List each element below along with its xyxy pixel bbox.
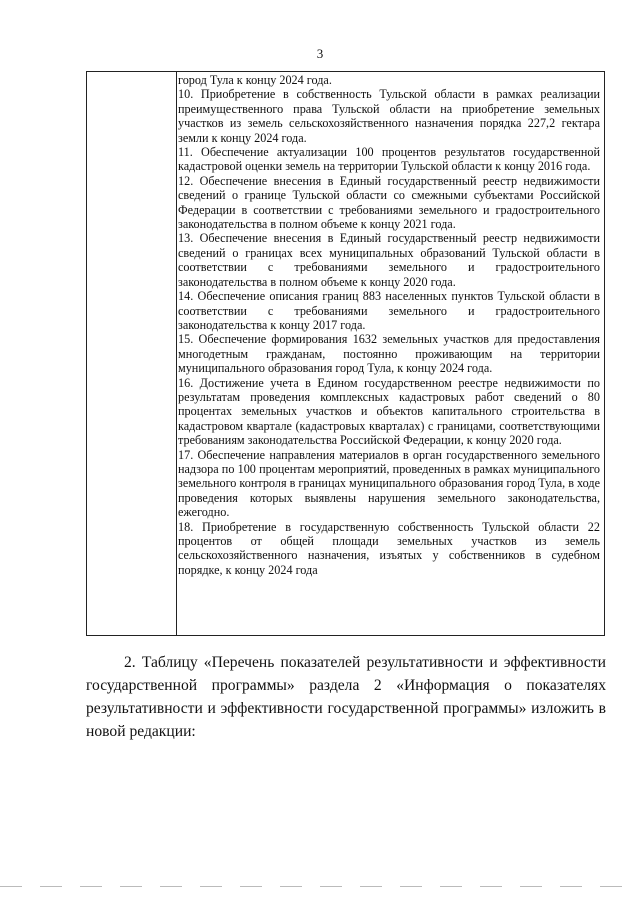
goals-table [86, 71, 605, 636]
list-item: 18. Приобретение в государственную собственность Тульской области 22 процентов от общей площади земельных участков из земель сельскохозяйственного назначения, изъятых у собственников в судебном порядке, к концу 2024 года [178, 519, 600, 577]
list-item: 11. Обеспечение актуализации 100 процентов результатов государственной кадастровой оценки земель на территории Тульской области к концу 2016 года. [178, 145, 600, 174]
page-number: 3 [316, 46, 324, 61]
table-left-column [87, 72, 177, 635]
list-item: 15. Обеспечение формирования 1632 земельных участков для предоставления многодетным гражданам, постоянно проживающим на территории муниципального образования город Тула, к концу 2024 года. [178, 332, 600, 376]
list-item: 10. Приобретение в собственность Тульской области в рамках реализации преимущественного права Тульской области на приобретение земельных участков из земель сельскохозяйственного назначения порядка 227,2 гектара земли к концу 2024 года. [178, 87, 600, 145]
list-item: город Тула к концу 2024 года. [178, 73, 332, 87]
body-paragraph: 2. Таблицу «Перечень показателей результативности и эффективности государственной программы» раздела 2 «Информация о показателях результативности и эффективности государственной программы» изложить в новой редакции: [86, 654, 606, 740]
list-item: 17. Обеспечение направления материалов в орган государственного земельного надзора по 100 процентам мероприятий, проведенных в рамках муниципального земельного контроля в границах муниципального образования город Тула, в ходе проведения которых выявлены нарушения земельного законодательства, ежегодно. [178, 447, 601, 520]
footer-divider [0, 886, 640, 887]
table-right-column [178, 73, 600, 577]
list-item: 12. Обеспечение внесения в Единый государственный реестр недвижимости сведений о границе Тульской области со смежными субъектами Российской Федерации в соответствии с требованиями земельного и градостроительного законодательства в полном объеме к концу 2021 года. [178, 173, 600, 232]
list-item: 13. Обеспечение внесения в Единый государственный реестр недвижимости сведений о границах всех муниципальных образований Тульской области в соответствии с требованиями земельного и градостроительного законодательства в полном объеме к концу 2020 года. [178, 231, 600, 289]
list-item: 16. Достижение учета в Едином государственном реестре недвижимости по результатам проведения комплексных кадастровых работ сведений о 80 процентах земельных участков и объектов капитального строительства в кадастровом квартале (кадастровых кварталах) с границами, соответствующими требованиям законодательства Российской Федерации, к концу 2020 года. [178, 375, 600, 448]
list-item: 14. Обеспечение описания границ 883 населенных пунктов Тульской области в соответствии с требованиями земельного и градостроительного законодательства к концу 2017 года. [178, 289, 600, 332]
